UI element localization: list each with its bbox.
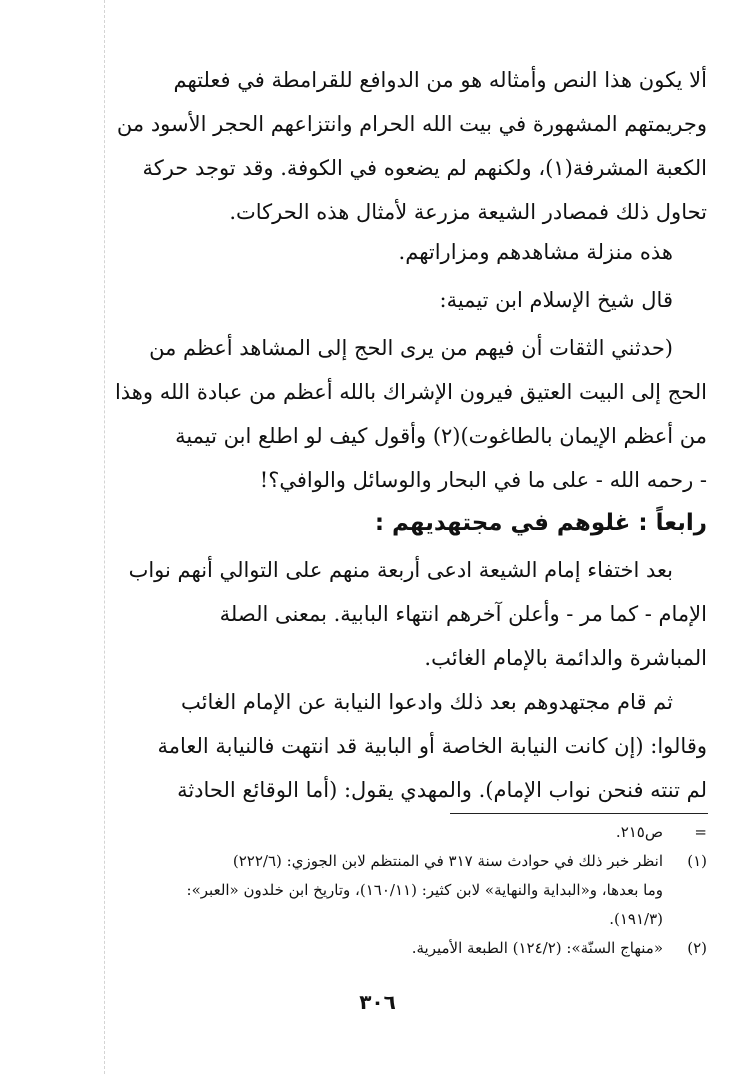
footnote-text [90, 847, 663, 934]
text-line: الحج إلى البيت العتيق فيرون الإشراك بالله أعظم من عبادة الله وهذا [114, 380, 707, 404]
text-line: (حدثني الثقات أن فيهم من يرى الحج إلى المشاهد أعظم من [149, 336, 673, 360]
text-line: ألا يكون هذا النص وأمثاله هو من الدوافع للقرامطة في فعلتهم [173, 68, 707, 92]
paragraph-3 [90, 278, 707, 322]
footnote-number: (١) [687, 852, 707, 870]
footnote-line: (١٩١/٣). [609, 910, 663, 928]
footnote-separator [450, 813, 708, 814]
paragraph-2 [90, 230, 707, 274]
text-line: بعد اختفاء إمام الشيعة ادعى أربعة منهم على التوالي أنهم نواب [128, 558, 673, 582]
text-line: وجريمتهم المشهورة في بيت الله الحرام وانتزاعهم الحجر الأسود من [116, 112, 707, 136]
text-line: تحاول ذلك فمصادر الشيعة مزرعة لأمثال هذه الحركات. [229, 200, 707, 224]
footnote-1 [90, 847, 707, 934]
footnote-marker: = [694, 823, 707, 841]
footnote-2 [90, 934, 707, 963]
footnotes [90, 818, 707, 963]
text-line: ثم قام مجتهدوهم بعد ذلك وادعوا النيابة عن الإمام الغائب [181, 690, 673, 714]
paragraph-4-quote [90, 326, 707, 502]
paragraph-6 [90, 680, 707, 812]
text-line: الإمام - كما مر - وأعلن آخرهم انتهاء البابية. بمعنى الصلة [219, 602, 707, 626]
text-line: هذه منزلة مشاهدهم ومزاراتهم. [398, 240, 673, 264]
footnote-text [90, 934, 663, 963]
footnote-carry [90, 818, 707, 847]
text-line: لم تنته فنحن نواب الإمام). والمهدي يقول: (أما الوقائع الحادثة [177, 778, 707, 802]
text-line: من أعظم الإيمان بالطاغوت)(٢) وأقول كيف لو اطلع ابن تيمية [175, 424, 707, 448]
text-line: المباشرة والدائمة بالإمام الغائب. [424, 646, 707, 670]
paragraph-1 [90, 58, 707, 234]
page-number: ٣٠٦ [359, 990, 396, 1014]
footnote-text [90, 818, 663, 847]
text-line: وقالوا: (إن كانت النيابة الخاصة أو البابية قد انتهت فالنيابة العامة [157, 734, 707, 758]
section-heading: رابعاً : غلوهم في مجتهديهم : [374, 510, 707, 536]
footnote-line: «منهاج السنّة»: (١٢٤/٢) الطبعة الأميرية. [411, 939, 663, 957]
text-line: - رحمه الله - على ما في البحار والوسائل والوافي؟! [259, 468, 707, 492]
footnote-number: (٢) [687, 939, 707, 957]
footnote-line: ص٢١٥. [615, 823, 663, 841]
footnote-line: وما بعدها، و«البداية والنهاية» لابن كثير: (١٦٠/١١)، وتاريخ ابن خلدون «العبر»: [186, 881, 663, 899]
text-line: الكعبة المشرفة(١)، ولكنهم لم يضعوه في الكوفة. وقد توجد حركة [142, 156, 707, 180]
text-line: قال شيخ الإسلام ابن تيمية: [439, 288, 673, 312]
footnote-line: انظر خبر ذلك في حوادث سنة ٣١٧ في المنتظم لابن الجوزي: (٢٢٢/٦) [232, 852, 663, 870]
paragraph-5 [90, 548, 707, 680]
